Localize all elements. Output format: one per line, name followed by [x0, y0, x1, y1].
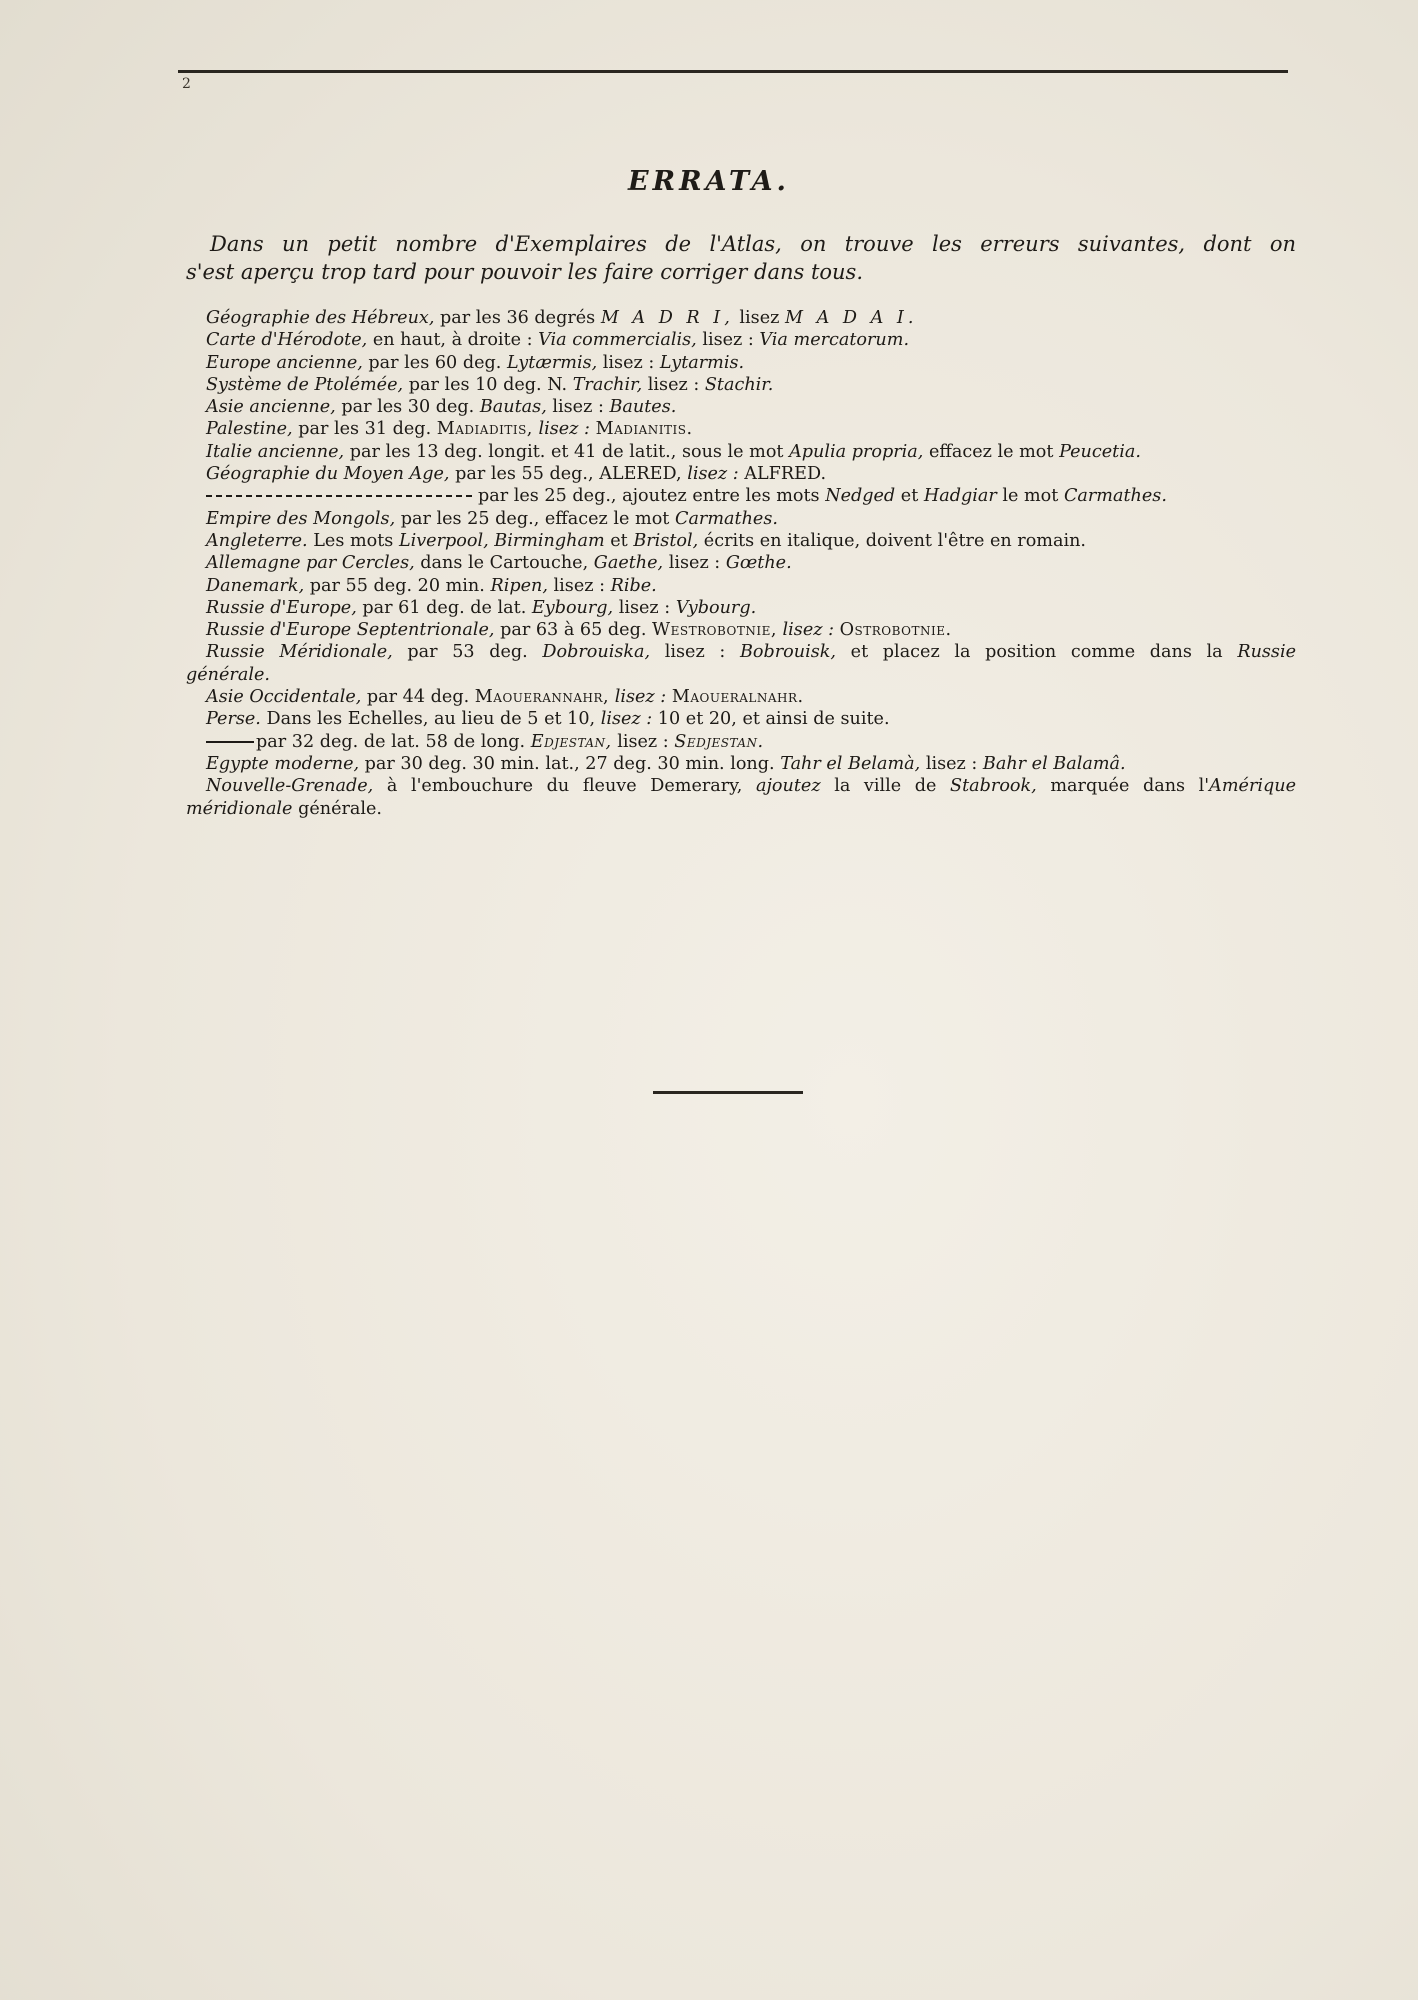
intro-paragraph	[186, 230, 1296, 286]
page-title: ERRATA.	[628, 166, 790, 197]
errata-entry: par les 25 deg., ajoutez entre les mots Nedged et Hadgiar le mot Carmathes.	[186, 485, 1296, 507]
errata-entry: Empire des Mongols, par les 25 deg., effacez le mot Carmathes.	[206, 508, 778, 529]
ditto-rule-short	[206, 741, 254, 743]
intro-line-1: Dans un petit nombre d'Exemplaires de l'Atlas, on trouve les erreurs suivantes, dont on	[210, 232, 1296, 256]
errata-entry-continuation: méridionale générale.	[186, 798, 383, 819]
errata-entry: Russie d'Europe, par 61 deg. de lat. Eybourg, lisez : Vybourg.	[206, 597, 757, 618]
closing-rule	[653, 1091, 803, 1094]
ditto-rule	[206, 495, 472, 497]
top-rule	[178, 70, 1288, 73]
errata-entry: par 32 deg. de lat. 58 de long. Edjestan, lisez : Sedjestan.	[186, 731, 1296, 753]
errata-entry: Angleterre. Les mots Liverpool, Birmingham et Bristol, écrits en italique, doivent l'être en romain.	[206, 530, 1087, 551]
errata-entry: Géographie des Hébreux, par les 36 degrés M A D R I, lisez M A D A I.	[206, 308, 918, 328]
errata-list	[186, 307, 1296, 820]
errata-entry-continuation: générale.	[186, 664, 270, 685]
errata-entry: Russie Méridionale, par 53 deg. Dobrouiska, lisez : Bobrouisk, et placez la position comme dans la Russie	[206, 642, 1297, 663]
errata-entry: Perse. Dans les Echelles, au lieu de 5 et 10, lisez : 10 et 20, et ainsi de suite.	[206, 709, 890, 730]
errata-entry: Système de Ptolémée, par les 10 deg. N. Trachir, lisez : Stachir.	[206, 374, 774, 395]
errata-entry: Asie ancienne, par les 30 deg. Bautas, lisez : Bautes.	[206, 397, 677, 418]
errata-entry: Géographie du Moyen Age, par les 55 deg., ALERED, lisez : ALFRED.	[206, 464, 827, 485]
errata-entry: Nouvelle-Grenade, à l'embouchure du fleuve Demerary, ajoutez la ville de Stabrook, marquée dans l'Amérique	[206, 776, 1296, 797]
errata-entry: Asie Occidentale, par 44 deg. Maouerannahr, lisez : Maoueralnahr.	[206, 687, 804, 708]
errata-entry: Egypte moderne, par 30 deg. 30 min. lat., 27 deg. 30 min. long. Tahr el Belamà, lisez : Bahr el Balamâ.	[206, 753, 1126, 774]
errata-entry: Allemagne par Cercles, dans le Cartouche, Gaethe, lisez : Gœthe.	[206, 553, 792, 574]
errata-entry: Italie ancienne, par les 13 deg. longit. et 41 de latit., sous le mot Apulia propria, effacez le mot Peucetia.	[206, 441, 1141, 462]
errata-entry: Palestine, par les 31 deg. Madiaditis, lisez : Madianitis.	[206, 419, 693, 440]
errata-entry: Russie d'Europe Septentrionale, par 63 à 65 deg. Westrobotnie, lisez : Ostrobotnie.	[206, 620, 952, 641]
page-number: 2	[182, 76, 191, 92]
intro-line-2: s'est aperçu trop tard pour pouvoir les faire corriger dans tous.	[186, 260, 864, 284]
errata-entry: Carte d'Hérodote, en haut, à droite : Via commercialis, lisez : Via mercatorum.	[206, 330, 910, 351]
errata-entry: Danemark, par 55 deg. 20 min. Ripen, lisez : Ribe.	[206, 575, 657, 596]
errata-entry: Europe ancienne, par les 60 deg. Lytærmis, lisez : Lytarmis.	[206, 352, 745, 373]
